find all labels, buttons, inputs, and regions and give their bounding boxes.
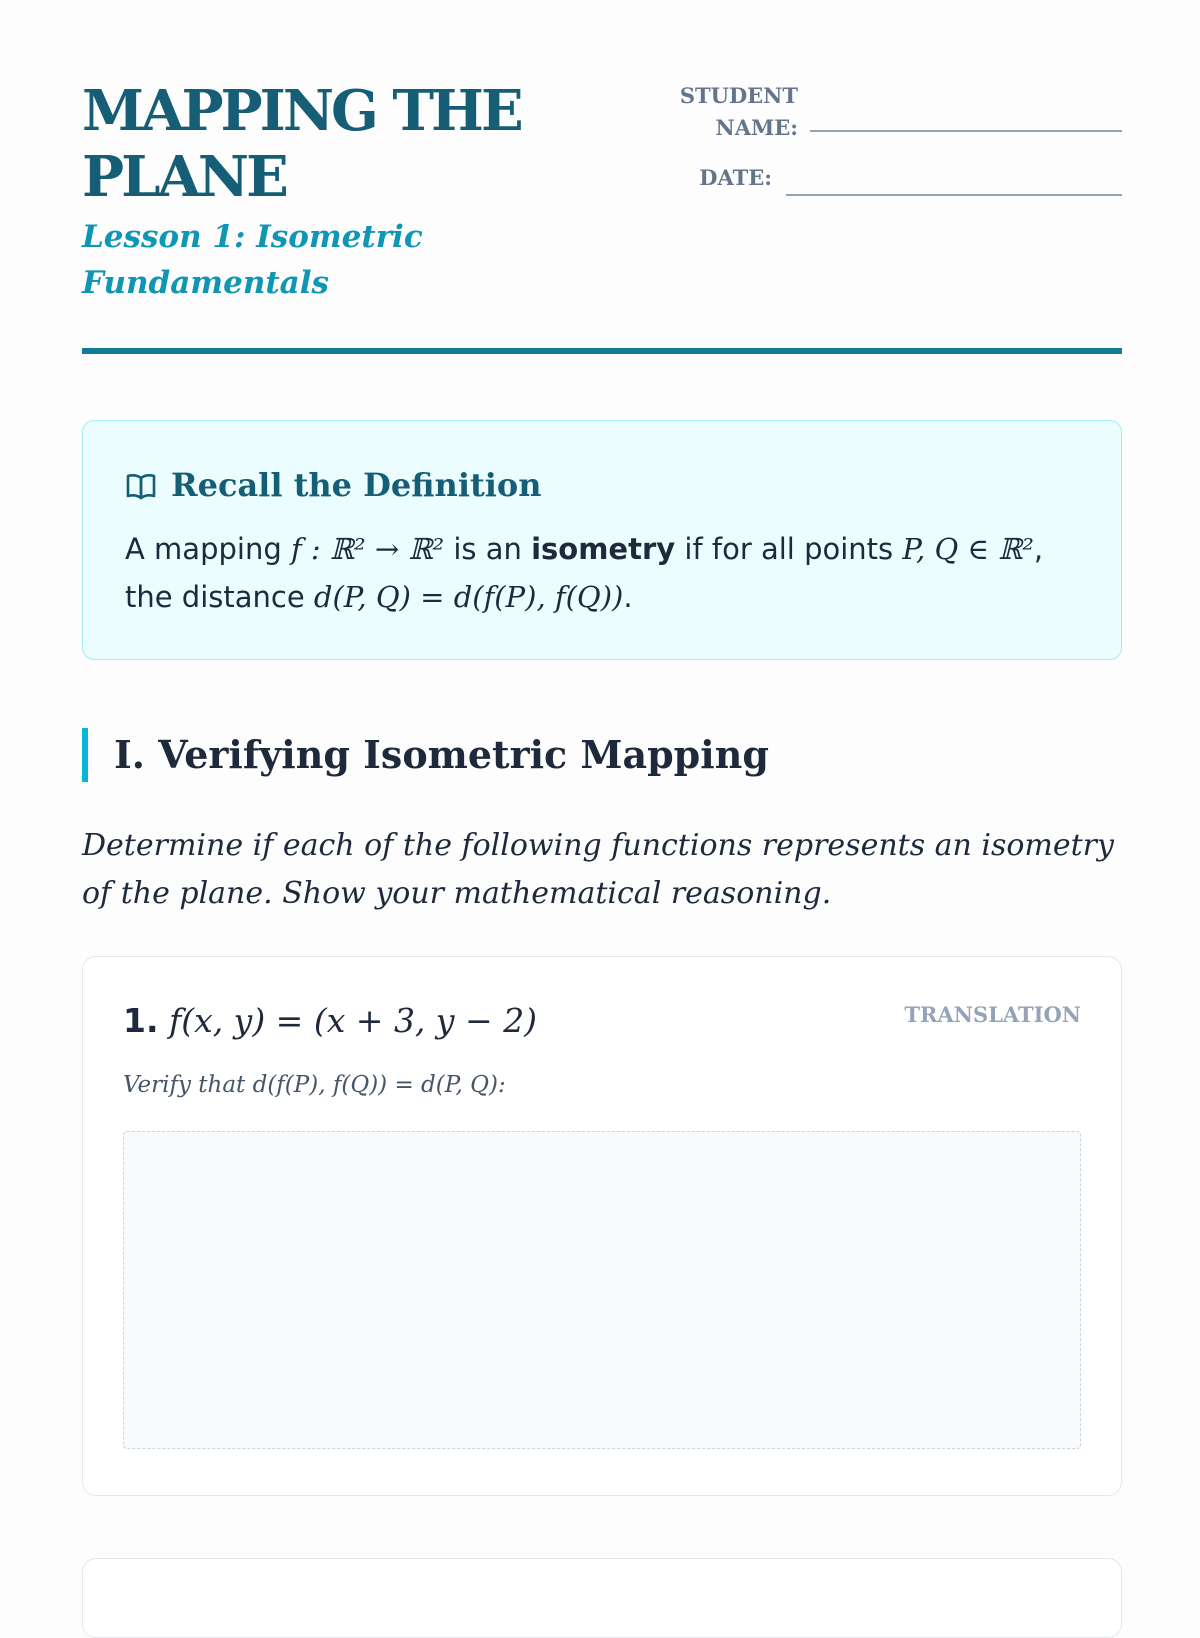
definition-text-part: is an (444, 532, 532, 566)
distance-equation: d(P, Q) = d(f(P), f(Q)) (313, 580, 624, 614)
section-instructions: Determine if each of the following functions represents an isometry of the plane. Show your mathematical reasoning. (82, 828, 1114, 911)
definition-title: Recall the Definition (171, 466, 542, 504)
worksheet-page (82, 0, 1122, 1098)
section-accent-bar (82, 728, 88, 782)
date-label: DATE: (699, 165, 772, 190)
answer-work-area[interactable] (123, 1131, 1081, 1449)
isometry-term: isometry (531, 532, 676, 566)
definition-text-part: . (623, 580, 633, 614)
definition-text-part: if for all points (675, 532, 903, 566)
mapping-notation: f : ℝ² → ℝ² (290, 532, 445, 566)
problem-expression: f(x, y) = (x + 3, y − 2) (169, 1001, 538, 1040)
definition-heading (125, 465, 542, 505)
definition-text-part: , the distance (125, 532, 1044, 614)
points-notation: P, Q ∈ ℝ² (902, 532, 1034, 566)
problem-card (82, 956, 1122, 1496)
problem-statement (123, 999, 537, 1043)
problem-type-tag: TRANSLATION (904, 1002, 1081, 1027)
student-name-field[interactable] (810, 130, 1122, 132)
problem-prompt: Verify that d(f(P), f(Q)) = d(P, Q): (123, 1072, 506, 1098)
problem-number: 1. (123, 1001, 159, 1040)
lesson-subtitle: Lesson 1: Isometric Fundamentals (82, 219, 423, 301)
section-title: I. Verifying Isometric Mapping (114, 732, 769, 777)
header-divider (82, 348, 1122, 354)
definition-box (82, 420, 1122, 660)
definition-text-part: A mapping (125, 532, 291, 566)
problem-card-next (82, 1558, 1122, 1638)
date-field[interactable] (786, 194, 1122, 196)
student-name-label: STUDENT NAME: (679, 83, 798, 140)
worksheet-header (82, 0, 1122, 356)
worksheet-title: MAPPING THE PLANE (82, 78, 521, 210)
book-open-icon (125, 470, 157, 500)
definition-text (125, 525, 1085, 621)
